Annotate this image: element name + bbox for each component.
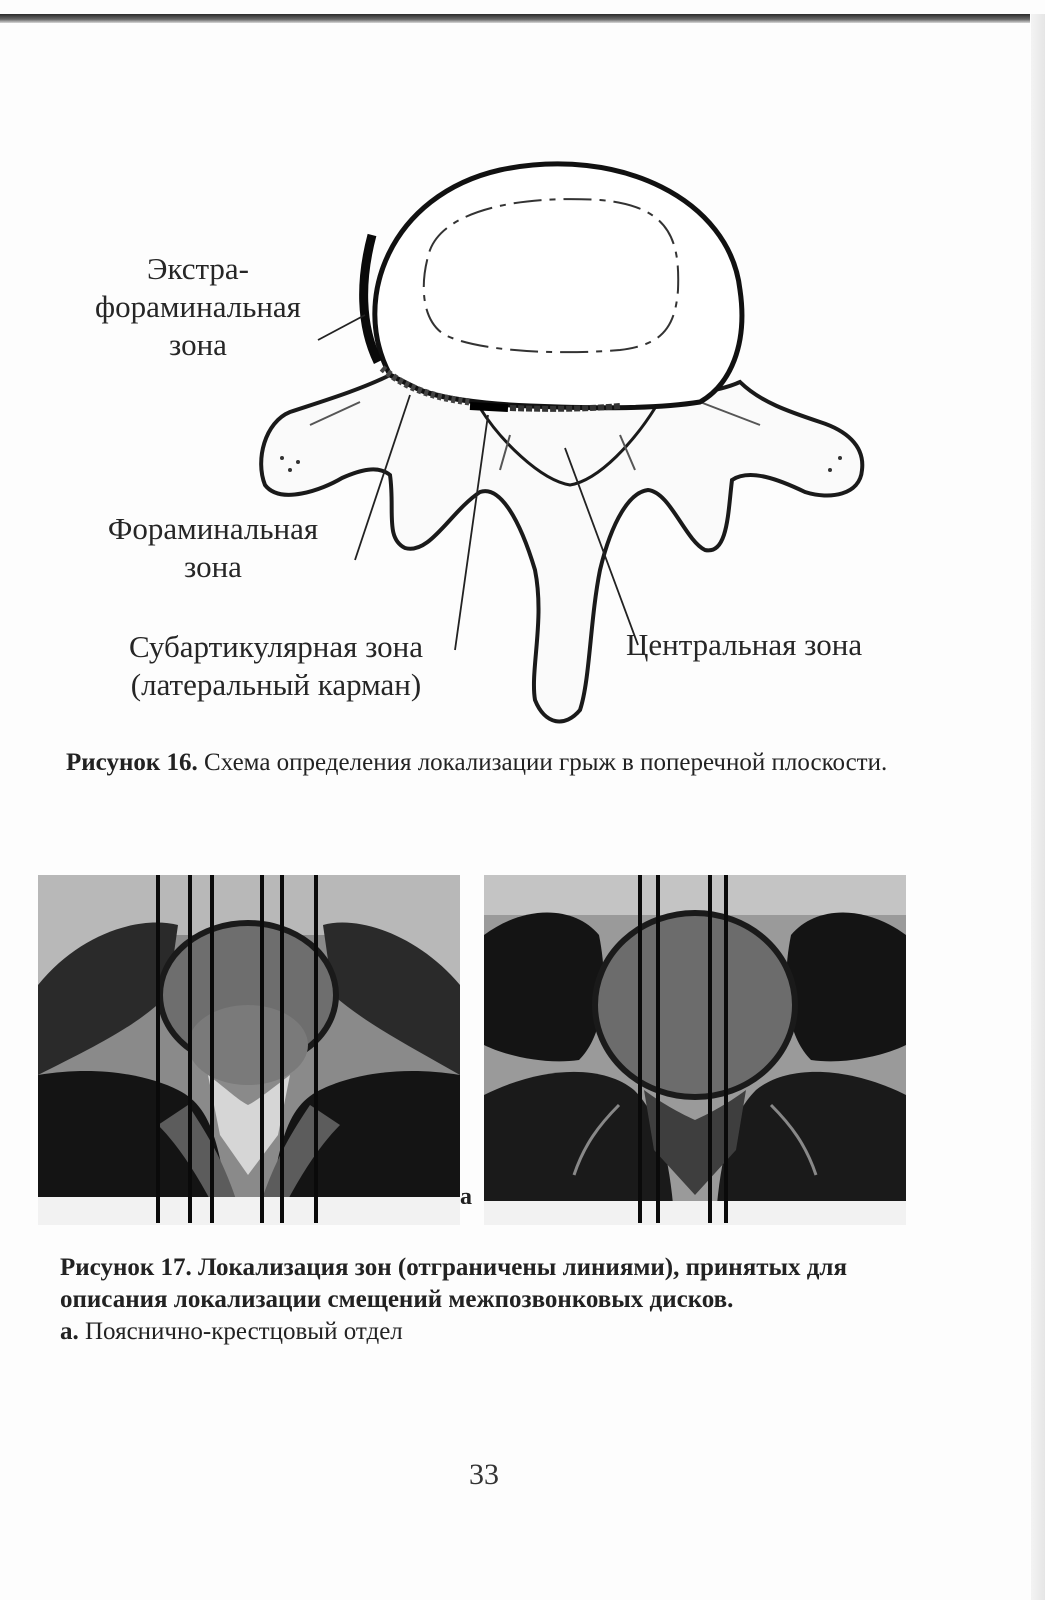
mri-scan-right [484, 875, 906, 1225]
figure-16 [60, 140, 940, 750]
zone-line [656, 875, 660, 1223]
panel-letter: а [460, 1184, 472, 1210]
zone-line [210, 875, 214, 1223]
caption-16-text: Схема определения локализации грыж в поперечной плоскости. [197, 749, 888, 776]
zone-line [156, 875, 160, 1223]
zone-line [188, 875, 192, 1223]
zone-line [638, 875, 642, 1223]
zone-line [708, 875, 712, 1223]
caption-17-bold-text: Рисунок 17. Локализация зон (отграничены линиями), принятых для описания локализации смещений межпозвонковых дисков. [60, 1254, 847, 1313]
subarticular-zone-mark [470, 406, 508, 408]
caption-17-sub-text: Пояснично-крестцовый отдел [78, 1318, 403, 1345]
figure-17-caption [60, 1252, 920, 1348]
mri-scan-left [38, 875, 460, 1225]
page-top-edge [0, 14, 1030, 23]
caption-17-sub-label: а. [60, 1318, 79, 1345]
label-extraforaminal-zone: Экстра- фораминальная зона [95, 251, 301, 362]
zone-line [314, 875, 318, 1223]
zone-line [280, 875, 284, 1223]
page-right-edge [1031, 14, 1045, 1600]
page-number: 33 [469, 1458, 499, 1491]
label-central-zone: Центральная зона [626, 627, 863, 662]
zone-line [260, 875, 264, 1223]
zone-line [724, 875, 728, 1223]
vertebral-body [375, 164, 742, 408]
figure-16-caption [66, 748, 896, 778]
label-foraminal-zone: Фораминальная зона [107, 511, 319, 584]
caption-16-label: Рисунок 16. [66, 749, 198, 776]
label-subarticular-zone: Субартикулярная зона (латеральный карман) [128, 629, 423, 702]
